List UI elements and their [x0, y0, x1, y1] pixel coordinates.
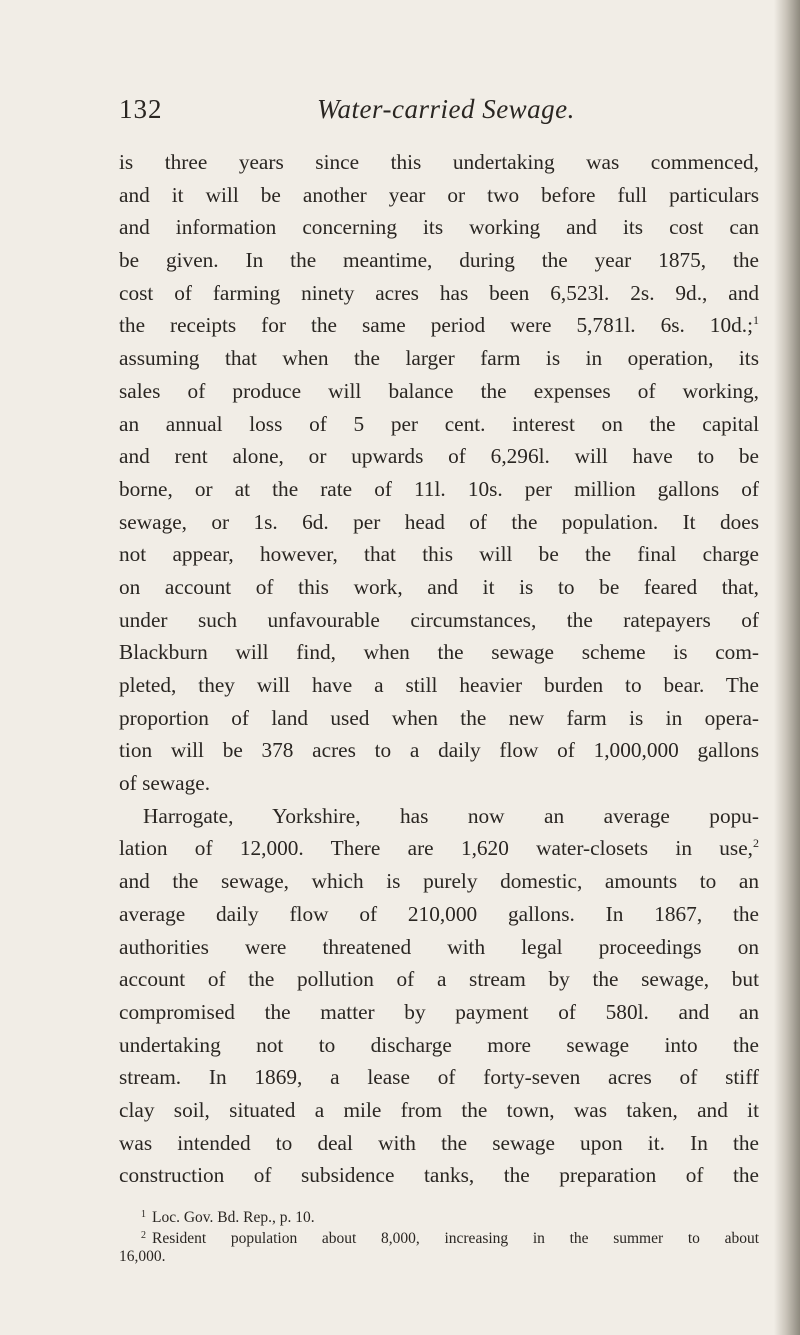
text-line: an annual loss of 5 per cent. interest on the capital — [119, 411, 759, 436]
text-line: sales of produce will balance the expenses of working, — [119, 378, 759, 403]
text-line: stream. In 1869, a lease of forty-seven acres of stiff — [119, 1065, 759, 1090]
footnote-ref-2: 2 — [753, 836, 759, 851]
text-line: under such unfavourable circumstances, the ratepayers of — [119, 607, 759, 632]
footnotes — [119, 1204, 759, 1267]
text-line — [119, 832, 759, 865]
text-line: pleted, they will have a still heavier burden to bear. The — [119, 673, 759, 697]
footnote-2-continuation: 16,000. — [119, 1248, 166, 1265]
text-line: not appear, however, that this will be the final charge — [119, 542, 759, 567]
text-line: and rent alone, or upwards of 6,296l. will have to be — [119, 444, 759, 469]
text-line: authorities were threatened with legal proceedings on — [119, 934, 759, 959]
text-line — [119, 309, 759, 342]
text-line: of sewage. — [119, 771, 211, 796]
text-line: sewage, or 1s. 6d. per head of the population. It does — [119, 509, 759, 534]
text-line: assuming that when the larger farm is in operation, its — [119, 346, 759, 371]
footnote-1-mark: 1 — [141, 1209, 146, 1220]
text-line: be given. In the meantime, during the year 1875, the — [119, 248, 759, 273]
text-line: was intended to deal with the sewage upon it. In the — [119, 1130, 759, 1155]
running-title: Water-carried Sewage. — [317, 94, 575, 124]
text-line: tion will be 378 acres to a daily flow of 1,000,000 gallons — [119, 738, 759, 763]
footnote-1-text: Loc. Gov. Bd. Rep., p. 10. — [152, 1209, 315, 1226]
text-line: and it will be another year or two before full particulars — [119, 182, 759, 207]
text-line-content: the receipts for the same period were 5,781l. 6s. 10d.; — [119, 313, 753, 338]
footnote-2 — [119, 1225, 759, 1246]
text-line: account of the pollution of a stream by the sewage, but — [119, 967, 759, 992]
footnote-2-mark: 2 — [141, 1230, 146, 1241]
text-line: clay soil, situated a mile from the town, was taken, and it — [119, 1097, 759, 1122]
text-line: cost of farming ninety acres has been 6,523l. 2s. 9d., and — [119, 280, 759, 305]
page-edge-shadow — [774, 0, 800, 1335]
text-line: borne, or at the rate of 11l. 10s. per million gallons of — [119, 476, 759, 501]
text-line: and the sewage, which is purely domestic, amounts to an — [119, 869, 759, 894]
text-line: Harrogate, Yorkshire, has now an average popu- — [143, 803, 759, 828]
text-line: on account of this work, and it is to be feared that, — [119, 574, 759, 599]
text-line: construction of subsidence tanks, the preparation of the — [119, 1163, 759, 1188]
footnote-2-text: Resident population about 8,000, increasing in the summer to about — [152, 1230, 759, 1247]
page-header — [119, 94, 759, 134]
body-text — [119, 146, 759, 1192]
page-number: 132 — [119, 94, 163, 124]
text-line: Blackburn will find, when the sewage scheme is com- — [119, 640, 759, 665]
footnote-ref-1: 1 — [753, 313, 759, 328]
text-line-content: lation of 12,000. There are 1,620 water-closets in use, — [119, 836, 753, 861]
text-line: proportion of land used when the new farm is in opera- — [119, 705, 759, 730]
footnote-1 — [119, 1204, 759, 1225]
text-line: compromised the matter by payment of 580l. and an — [119, 999, 759, 1024]
text-line: and information concerning its working and its cost can — [119, 215, 759, 240]
text-line: undertaking not to discharge more sewage into the — [119, 1032, 759, 1057]
text-line: is three years since this undertaking was commenced, — [119, 150, 759, 174]
text-line: average daily flow of 210,000 gallons. In 1867, the — [119, 901, 759, 926]
